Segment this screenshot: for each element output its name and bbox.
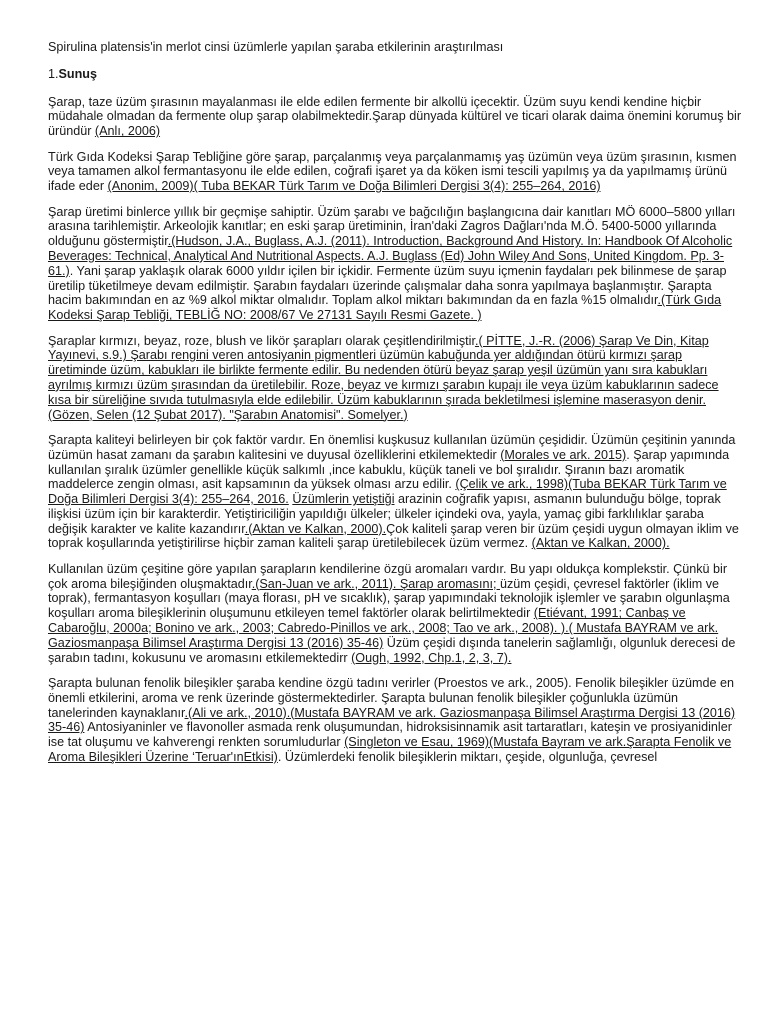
- body-paragraph: [48, 150, 742, 194]
- citation-link[interactable]: .(Aktan ve Kalkan, 2000).: [244, 521, 387, 536]
- citation-link[interactable]: .(San-Juan ve ark., 2011). Şarap aromasını;: [251, 576, 500, 591]
- document-title: Spirulina platensis'in merlot cinsi üzümlerle yapılan şaraba etkilerinin araştırılması: [48, 40, 504, 54]
- body-paragraph: [48, 676, 742, 765]
- citation-link[interactable]: .(Türk Gıda Kodeksi Şarap Tebliği, TEBLİĞ NO: 2008/67 Ve 27131 Sayılı Resmi Gazete. ): [48, 293, 722, 323]
- citation-link[interactable]: .( PİTTE, J.-R. (2006) Şarap Ve Din, Kitap Yayınevi, s.9.) Şarabı rengini veren antosiyanin pigmentleri üzümün kabuğunda yer aldığından ötürü kırmızı şarap üretiminde üzüm, kabukları ile birlikte fermente edilir. Bu nedenden ötürü beyaz şarap yeşil üzümün yanı sıra kabukları ayrılmış kırmızı üzüm şırasından da üretilebilir. Roze, beyaz ve kırmızı şarabın kupajı ile veya üzüm kabuklarının sadece kısa bir süreliğine sıvıda tutulmasıyla elde edilebilir. Üzüm kabuklarının şırada bekletilmesi işlemine maserasyon denir. (Gözen, Selen (12 Şubat 2017). "Şarabın Anatomisi". Somelyer.): [48, 333, 719, 422]
- paragraph-text: Türk Gıda Kodeksi Şarap Tebliğine göre şarap, parçalanmış veya parçalanmamış yaş üzümün veya üzüm şırasının, kısmen veya tamamen alkol fermantasyonu ile elde edilen, coğrafi işaret ya da köken ismi tescili yapılmış ya da yapılmamış ürünü ifade eder: [48, 149, 737, 194]
- paragraph-text: arazinin coğrafik yapısı, asmanın bulunduğu bölge, toprak ilişkisi üzüm için bir karakterdir. Yetiştiriciliğin yapıldığı ülkeler; ülkeler içindeki ova, yayla, yamaç gibi farklılıklar şaraba değişik karakter ve kalite kazandırır: [48, 492, 721, 536]
- citation-link[interactable]: (Çelik ve ark., 1998)(Tuba BEKAR Türk Tarım ve Doğa Bilimleri Dergisi 3(4): 255–264, 2016.: [48, 477, 727, 507]
- citation-link[interactable]: (Anlı, 2006): [94, 124, 161, 139]
- paragraph-text: . Şarap yapımında kullanılan şıralık üzümler genellikle küçük salkımlı ,ince kabuklu, küçük taneli ve bol şıralıdır. Şıranın bazı aromatik maddelerce zengin olması, asit kapsamının da yüksek olması arzu edilir.: [48, 447, 730, 492]
- paragraph-text: üzüm çeşidi, çevresel faktörler (iklim ve toprak), fermantasyon koşulları (maya florası, pH ve sıcaklık), şarap yapımındaki teknolojik işlemler ve şarabın olgunlaşma koşulları aroma bileşiklerinin oluşumunu etkileyen temel faktörler olarak belirtilmektedir: [48, 576, 730, 621]
- citation-link[interactable]: (Morales ve ark. 2015): [500, 447, 627, 462]
- paragraph-text: Şarapta kaliteyi belirleyen bir çok faktör vardır. En önemlisi kuşkusuz kullanılan üzümün çeşididir. Üzümün çeşitinin yanında üzümün hasat zamanı da şarabın kalitesini ve duyusal özelliklerini etkilemektedir: [48, 432, 736, 462]
- body-paragraph: [48, 562, 742, 666]
- paragraph-text: Kullanılan üzüm çeşitine göre yapılan şarapların kendilerine özgü aromaları vardır. Bu yapı oldukça komplekstir. Çünkü bir çok aroma bileşiğinden oluşmaktadır: [48, 561, 728, 591]
- citation-link[interactable]: (Anonim, 2009)( Tuba BEKAR Türk Tarım ve Doğa Bilimleri Dergisi 3(4): 255–264, 2016): [107, 179, 601, 194]
- citation-link[interactable]: Üzümlerin yetiştiği: [292, 492, 395, 507]
- citation-link[interactable]: (Aktan ve Kalkan, 2000).: [531, 536, 670, 551]
- paragraph-text: Şarap, taze üzüm şırasının mayalanması ile elde edilen fermente bir alkollü içecektir. Üzüm suyu kendi kendine hiçbir müdahale olmadan da fermente olup şarap olabilmektedir.Şarap dünyada kültürel ve ticari olarak daima önemini korumuş bir üründür: [48, 94, 742, 139]
- paragraph-text: Antosiyaninler ve flavonoller asmada renk oluşumundan, hidroksisinnamik asit tartaratları, kateşin ve prosiyanidinler ise tat oluşumu ve kahverengi renkten sorumludurlar: [48, 720, 732, 750]
- body-paragraph: [48, 95, 742, 139]
- paragraph-list: [48, 95, 742, 765]
- paragraph-text: . Yani şarap yaklaşık olarak 6000 yıldır içilen bir içkidir. Fermente üzüm suyu içmenin faydaları pek bilinmese de şarap üretilip tüketilmeye devam edilmiştir. Şarabın faydaları üzerinde çalışmalar daha sonra yapılmaya başlanmıştır. Şarapta hacim bakımından en az %9 alkol miktar olmalıdır. Toplam alkol miktarı bakımından da en fazla %15 olmalıdır: [48, 263, 727, 308]
- paragraph-text: Şaraplar kırmızı, beyaz, roze, blush ve likör şarapları olarak çeşitlendirilmiştir: [48, 333, 475, 348]
- citation-link[interactable]: .(Hudson, J.A., Buglass, A.J. (2011). Introduction, Background And History. In: Handbook Of Alcoholic Beverages: Technical, Analytical And Nutritional Aspects. A.J. Buglass (Ed) John Wiley And Sons, United Kingdom. Pp. 3-61.): [48, 234, 733, 278]
- body-paragraph: [48, 433, 742, 551]
- section-number: 1.: [48, 66, 59, 81]
- citation-link[interactable]: (Ough, 1992, Chp.1, 2, 3, 7).: [351, 650, 512, 665]
- citation-link[interactable]: (Etiévant, 1991; Canbaş ve Cabaroğlu, 2000a; Bonino ve ark., 2003; Cabredo-Pinillos ve ark., 2008; Tao ve ark., 2008). ).( Mustafa BAYRAM ve ark. Gaziosmanpaşa Bilimsel Araştırma Dergisi 13 (2016) 35-46): [48, 606, 719, 650]
- citation-link[interactable]: .(Ali ve ark., 2010).(Mustafa BAYRAM ve ark. Gaziosmanpaşa Bilimsel Araştırma Dergisi 13 (2016) 35-46): [48, 705, 736, 735]
- body-paragraph: [48, 334, 742, 423]
- paragraph-text: Üzüm çeşidi dışında tanelerin sağlamlığı, olgunluk derecesi de şarabın tadını, kokusunu ve aromasını etkilemektedirr: [48, 635, 736, 665]
- citation-link[interactable]: (Singleton ve Esau, 1969)(Mustafa Bayram ve ark.Şarapta Fenolik ve Aroma Bileşikleri Üzerine ‘Teruar'ınEtkisi): [48, 735, 732, 765]
- paragraph-text: Şarap üretimi binlerce yıllık bir geçmişe sahiptir. Üzüm şarabı ve bağcılığın başlangıcına dair kanıtları MÖ 6000–5800 yılları arasına tarihlemiştir. Arkeolojik kanıtlar; en eski şarap üretiminin, İran'daki Zagros Dağları'nda M.Ö. 5400-5000 yıllarında olduğunu göstermiştir: [48, 204, 736, 249]
- section-heading: [48, 67, 742, 82]
- document-page: [48, 40, 742, 775]
- body-paragraph: [48, 205, 742, 323]
- section-title: Sunuş: [58, 66, 97, 81]
- paragraph-text: Şarapta bulunan fenolik bileşikler şaraba kendine özgü tadını verirler (Proestos ve ark., 2005). Fenolik bileşikler üzümde en önemli etkilerini, aroma ve renk üzerinde göstermektedirler. Şarapta bulunan fenolik bileşikler çoğunlukla üzümün tanelerinden kaynaklanır: [48, 676, 735, 720]
- paragraph-text: Çok kaliteli şarap veren bir üzüm çeşidi uygun olmayan iklim ve toprak koşullarında yetiştirilirse hiçbir zaman kaliteli şarap üretilebilecek üzüm vermez.: [48, 521, 739, 551]
- paragraph-text: . Üzümlerdeki fenolik bileşiklerin miktarı, çeşide, olgunluğa, çevresel: [277, 750, 658, 765]
